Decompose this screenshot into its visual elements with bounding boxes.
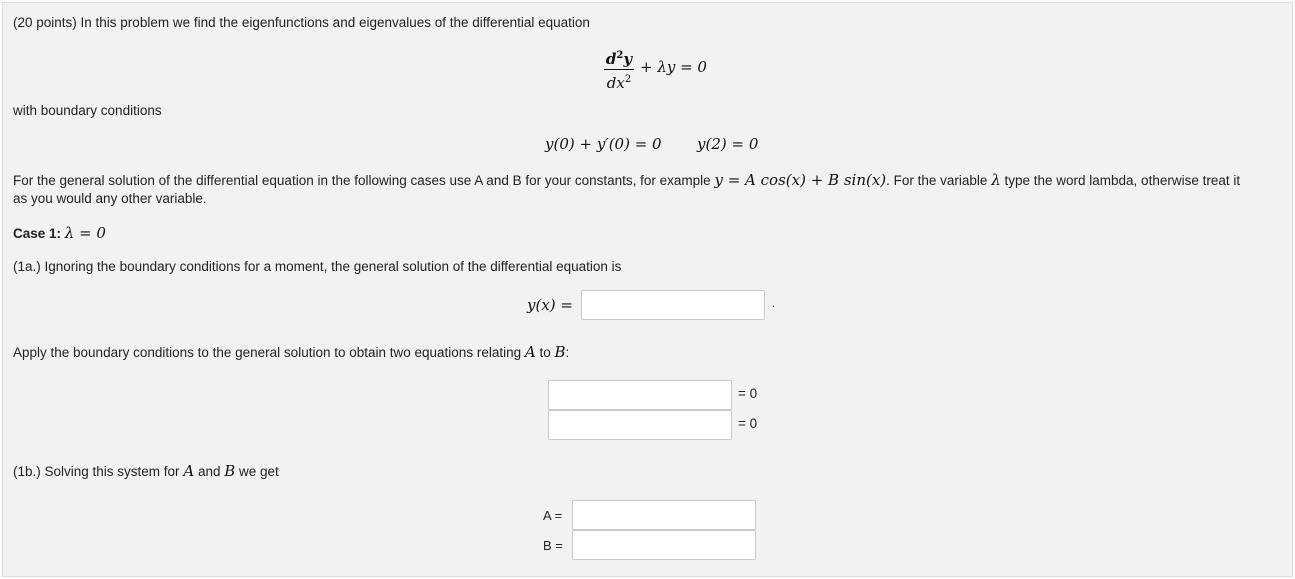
b-value-input[interactable] — [572, 530, 756, 560]
equation-rest: + λy = 0 — [640, 58, 707, 76]
a-value-input[interactable] — [572, 500, 756, 530]
boundary-condition-1: y(0) + y′(0) = 0 — [545, 135, 662, 153]
a-label: A = — [543, 508, 563, 523]
bc-label: with boundary conditions — [13, 103, 162, 118]
derivative-fraction: $d^2y$ $dx^2$ — [605, 50, 633, 92]
yx-label: y(x) = — [527, 296, 573, 314]
lambda-symbol: λ — [991, 171, 1001, 189]
boundary-equation-1-input[interactable] — [548, 380, 732, 410]
question-1a: (1a.) Ignoring the boundary conditions for a moment, the general solution of the differential equation is — [13, 259, 622, 274]
apply-instructions: Apply the boundary conditions to the general solution to obtain two equations relating A to B: — [13, 343, 570, 361]
boundary-condition-2: y(2) = 0 — [697, 135, 759, 153]
equation-1-rhs: = 0 — [738, 386, 758, 401]
equation-2-rhs: = 0 — [738, 416, 758, 431]
problem-panel — [2, 2, 1293, 577]
boundary-equation-2-input[interactable] — [548, 410, 732, 440]
general-solution-input[interactable] — [581, 290, 765, 320]
example-solution: y = A cos(x) + B sin(x) — [714, 171, 887, 189]
problem-intro: (20 points) In this problem we find the eigenfunctions and eigenvalues of the differential equation — [13, 15, 590, 30]
case1-heading: Case 1: λ = 0 — [13, 224, 106, 242]
b-label: B = — [543, 538, 563, 553]
instructions-line1: For the general solution of the differential equation in the following cases use A and B for your constants, for example y = A cos(x) + B sin(x). For the variable λ type the word lambda, otherwise treat it — [13, 171, 1241, 189]
instructions-line2: as you would any other variable. — [13, 191, 207, 206]
yx-period: . — [772, 299, 775, 310]
question-1b: (1b.) Solving this system for A and B we get — [13, 462, 279, 480]
